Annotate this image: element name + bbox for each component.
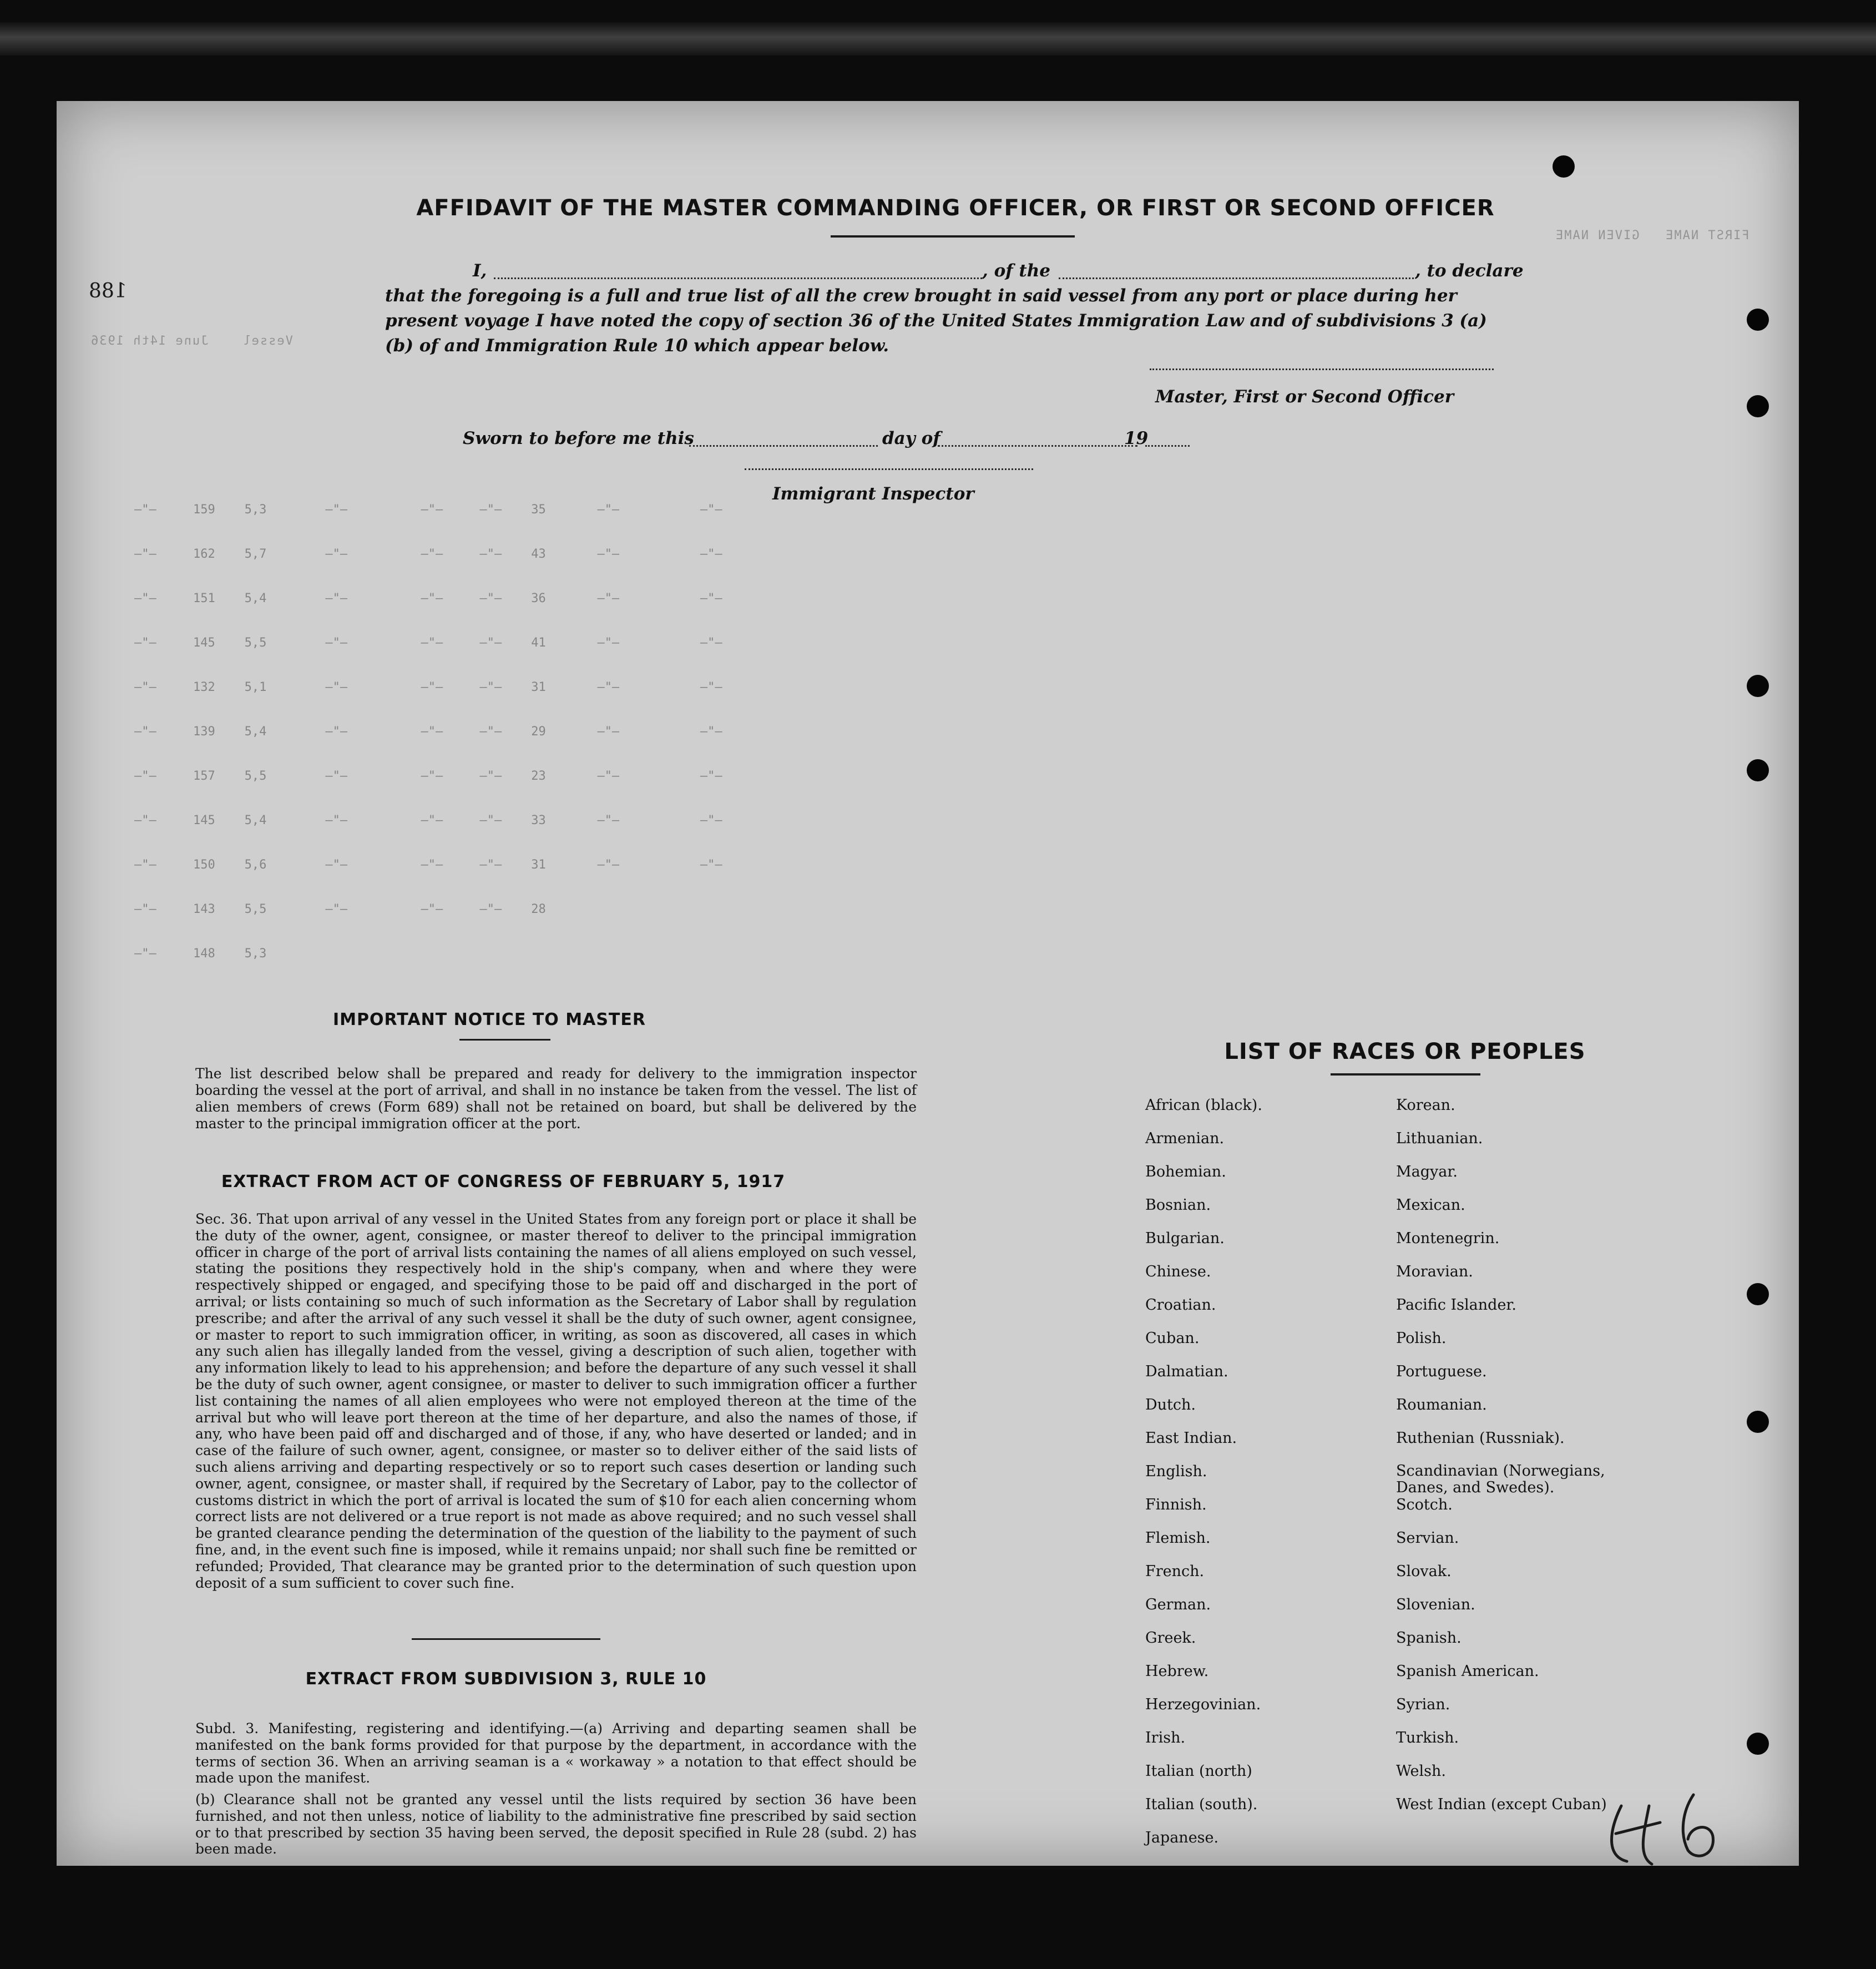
race-item: Hebrew. — [1145, 1663, 1209, 1680]
race-item: Ruthenian (Russniak). — [1396, 1430, 1565, 1447]
race-item: Italian (north) — [1145, 1763, 1252, 1780]
race-item: West Indian (except Cuban) — [1396, 1796, 1607, 1813]
race-item: Irish. — [1145, 1729, 1186, 1746]
extract-act-title: EXTRACT FROM ACT OF CONGRESS OF FEBRUARY 5, 1917 — [221, 1172, 786, 1192]
races-title: LIST OF RACES OR PEOPLES — [1224, 1039, 1586, 1064]
race-item: Bosnian. — [1145, 1196, 1211, 1214]
race-item: Finnish. — [1145, 1496, 1207, 1513]
race-item: Montenegrin. — [1396, 1230, 1500, 1247]
title-underline — [831, 235, 1075, 238]
affidavit-title: AFFIDAVIT OF THE MASTER COMMANDING OFFICER, OR FIRST OR SECOND OFFICER — [416, 195, 1495, 221]
race-item: East Indian. — [1145, 1430, 1237, 1447]
race-item: Spanish. — [1396, 1629, 1462, 1647]
margin-number: 188 — [89, 280, 127, 302]
notice-underline — [459, 1039, 550, 1041]
race-item: Scandinavian (Norwegians, Danes, and Swedes). — [1396, 1462, 1605, 1496]
race-item: Servian. — [1396, 1529, 1459, 1547]
races-right-column — [1396, 1089, 1640, 1821]
sworn-label: Sworn to before me this — [463, 428, 694, 448]
race-item: Scotch. — [1396, 1496, 1453, 1513]
punch-hole — [1553, 155, 1575, 178]
extract-rule-title: EXTRACT FROM SUBDIVISION 3, RULE 10 — [305, 1669, 707, 1689]
bleed-through-text: Vessel June 14th 1936 — [90, 334, 293, 348]
punch-hole — [1747, 675, 1769, 697]
races-left-column — [1145, 1089, 1378, 1855]
sworn-day-field[interactable] — [689, 445, 878, 447]
race-item: English. — [1145, 1463, 1207, 1480]
bleed-through-text: FIRST NAME GIVEN NAME — [1555, 229, 1749, 243]
race-item: Bulgarian. — [1145, 1230, 1225, 1247]
race-item: German. — [1145, 1596, 1211, 1613]
vessel-name-field[interactable] — [1059, 277, 1414, 279]
punch-hole — [1747, 395, 1769, 417]
race-item: Mexican. — [1396, 1196, 1465, 1214]
race-item: Slovak. — [1396, 1563, 1452, 1580]
race-item: Japanese. — [1145, 1829, 1219, 1846]
master-signature-field[interactable] — [1150, 368, 1494, 370]
race-item: Magyar. — [1396, 1163, 1458, 1180]
inspector-label: Immigrant Inspector — [772, 484, 974, 504]
race-item: Moravian. — [1396, 1263, 1473, 1280]
vessel-of-label: , of the — [982, 261, 1050, 281]
extract-act-text: Sec. 36. That upon arrival of any vessel in the United States from any foreign port or place it shall be the duty of the owner, agent, consignee, or master thereof to deliver to the principal immigration officer in charge of the port of arrival lists containing the names of all aliens employed on such vessel, stating the positions they respectively hold in the ship's company, when and where they were respectively shipped or engaged, and specifying those to be paid off and discharged in the port of arrival; or lists containing so much of such information as the Secretary of Labor shall by regulation prescribe; and after the arrival of any such vessel it shall be the duty of such owner, agent consignee, or master to report to such immigration officer, in writing, as soon as discovered, all cases in which any such alien has illegally landed from the vessel, giving a description of such alien, together with any information likely to lead to his apprehension; and before the departure of any such vessel it shall be the duty of such owner, agent consignee, or master to deliver to such immigration officer a further list containing the names of all alien employees who were not employed thereon at the time of the arrival but who will leave port thereon at the time of her departure, and also the names of those, if any, who have been paid off and discharged and of those, if any, who have deserted or landed; and in case of the failure of such owner, agent, consignee, or master so to deliver either of the said lists of such aliens arriving and departing respectively or so to report such cases desertion or landing such owner, agent, consignee, or master shall, if required by the Secretary of Labor, pay to the collector of customs district in which the port of arrival is located the sum of $10 for each alien concerning whom correct lists are not delivered or a true report is not made as above required; and no such vessel shall be granted clearance pending the determination of the question of the liability to the payment of such fine, and, in the event such fine is imposed, while it remains unpaid; nor shall such fine be remitted or refunded; Provided, That clearance may be granted prior to the determination of such question upon deposit of a sum sufficient to cover such fine. — [195, 1211, 917, 1591]
sworn-month-field[interactable] — [938, 445, 1137, 447]
declarant-label: I, — [473, 261, 487, 281]
race-item: Armenian. — [1145, 1130, 1225, 1147]
scan-edge — [0, 22, 1876, 55]
race-item: Italian (south). — [1145, 1796, 1258, 1813]
race-item: Spanish American. — [1396, 1663, 1539, 1680]
race-item: Herzegovinian. — [1145, 1696, 1261, 1713]
race-item: Croatian. — [1145, 1296, 1216, 1314]
race-item: African (black). — [1145, 1097, 1262, 1114]
race-item: Pacific Islander. — [1396, 1296, 1516, 1314]
race-item: Syrian. — [1396, 1696, 1450, 1713]
race-item: Turkish. — [1396, 1729, 1459, 1746]
affidavit-line-4: (b) of and Immigration Rule 10 which appear below. — [385, 336, 889, 356]
notice-title: IMPORTANT NOTICE TO MASTER — [333, 1010, 646, 1029]
race-item: Lithuanian. — [1396, 1130, 1483, 1147]
punch-hole — [1747, 1411, 1769, 1433]
races-underline — [1331, 1073, 1480, 1076]
race-item: Dalmatian. — [1145, 1363, 1228, 1380]
inspector-signature-field[interactable] — [745, 468, 1033, 470]
handwritten-mark — [1599, 1773, 1732, 1872]
extract-rule-text-b: (b) Clearance shall not be granted any vessel until the lists required by section 36 have been furnished, and not then unless, notice of liability to the administrative fine prescribed by said section or to that prescribed by section 35 having been served, the deposit specified in Rule 28 (subd. 2) has been made. — [195, 1791, 917, 1857]
section-divider — [412, 1638, 600, 1640]
day-of-label: day of — [882, 428, 940, 448]
extract-rule-text-a: Subd. 3. Manifesting, registering and identifying.—(a) Arriving and departing seamen shall be manifested on the bank forms provided for that purpose by the department, in accordance with the terms of section 36. When an arriving seaman is a « workaway » a notation to that effect should be made upon the manifest. — [195, 1720, 917, 1786]
document-sheet — [57, 101, 1799, 1866]
affidavit-line-1 — [473, 261, 1472, 283]
sworn-year-field[interactable] — [1145, 445, 1190, 447]
race-item: Portuguese. — [1396, 1363, 1487, 1380]
punch-hole — [1747, 1733, 1769, 1755]
affidavit-line-2: that the foregoing is a full and true list of all the crew brought in said vessel from any port or place during her — [385, 286, 1457, 306]
race-item: Korean. — [1396, 1097, 1455, 1114]
to-declare-label: , to declare — [1415, 261, 1524, 281]
race-item: Greek. — [1145, 1629, 1196, 1647]
punch-hole — [1747, 759, 1769, 781]
race-item: Chinese. — [1145, 1263, 1211, 1280]
bleed-through-columns: –"– 159 5,3 –"– –"– –"– 35 –"– –"– –"– 162 5,7 –"– –"– –"– 43 –"– –"– –"– 151 5,4 –"– –"– –"– 36 –"– –"– –"– 145 5,5 –"– –"– –"– 41 –"– –"– –"– 132 5,1 –"– –"– –"– 31 –"– –"– –"– 139 5,4 –"– –"– –"– 29 –"– –"– –"– 157 5,5 –"– –"– –"– 23 –"– –"– –"– 145 5,4 –"– –"– –"– 33 –"– –"– –"– 150 5,6 –"– –"– –"– 31 –"– –"– –"– 143 5,5 –"– –"– –"– 28 –"– 148 5,3 — [134, 503, 722, 961]
notice-text: The list described below shall be prepared and ready for delivery to the immigration inspector boarding the vessel at the port of arrival, and shall in no instance be taken from the vessel. The list of alien members of crews (Form 689) shall not be retained on board, but shall be delivered by the master to the principal immigration officer at the port. — [195, 1066, 917, 1132]
year-prefix: 19 — [1124, 428, 1149, 448]
race-item: Roumanian. — [1396, 1396, 1487, 1413]
race-item: Dutch. — [1145, 1396, 1196, 1413]
race-item: Polish. — [1396, 1330, 1447, 1347]
race-item: Cuban. — [1145, 1330, 1200, 1347]
race-item: Flemish. — [1145, 1529, 1211, 1547]
affidavit-line-3: present voyage I have noted the copy of section 36 of the United States Immigration Law and of subdivisions 3 (a) — [385, 311, 1487, 331]
race-item: Bohemian. — [1145, 1163, 1226, 1180]
punch-hole — [1747, 1283, 1769, 1305]
race-item: Slovenian. — [1396, 1596, 1475, 1613]
punch-hole — [1747, 309, 1769, 331]
declarant-name-field[interactable] — [494, 277, 982, 279]
race-item: Welsh. — [1396, 1763, 1446, 1780]
race-item: French. — [1145, 1563, 1205, 1580]
master-signature-label: Master, First or Second Officer — [1155, 387, 1454, 407]
